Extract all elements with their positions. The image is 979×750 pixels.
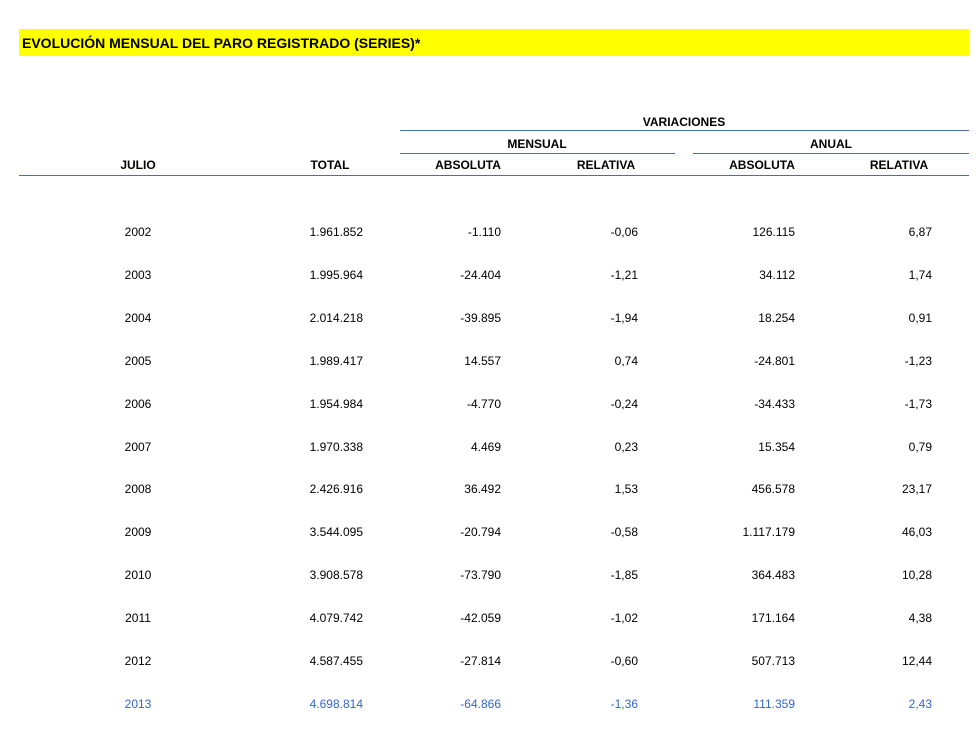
cell-mensual-absoluta: -20.794 xyxy=(460,525,501,539)
cell-anual-absoluta: -24.801 xyxy=(754,354,795,368)
cell-anual-relativa: 23,17 xyxy=(901,482,932,496)
cell-anual-absoluta: 171.164 xyxy=(751,611,795,625)
cell-anual-absoluta: 456.578 xyxy=(751,482,795,496)
cell-anual-relativa: -1,23 xyxy=(904,354,932,368)
cell-mensual-absoluta: -73.790 xyxy=(460,568,501,582)
header-variaciones: VARIACIONES xyxy=(642,115,726,129)
header-total: TOTAL xyxy=(310,158,350,172)
cell-total: 1.995.964 xyxy=(309,268,363,282)
cell-anual-relativa: 0,91 xyxy=(908,311,932,325)
cell-anual-relativa: 12,44 xyxy=(901,654,932,668)
cell-year: 2002 xyxy=(124,225,152,239)
cell-mensual-absoluta: -4.770 xyxy=(466,397,501,411)
cell-total: 1.954.984 xyxy=(309,397,363,411)
cell-year: 2011 xyxy=(125,611,151,625)
cell-year: 2012 xyxy=(124,654,152,668)
header-mensual-relativa: RELATIVA xyxy=(576,158,636,172)
cell-anual-absoluta: 34.112 xyxy=(759,268,795,282)
cell-total: 2.426.916 xyxy=(309,482,363,496)
header-julio: JULIO xyxy=(120,158,156,172)
cell-anual-relativa: 46,03 xyxy=(901,525,932,539)
cell-anual-relativa: -1,73 xyxy=(904,397,932,411)
cell-anual-relativa: 10,28 xyxy=(901,568,932,582)
cell-mensual-relativa: -1,21 xyxy=(610,268,638,282)
cell-mensual-relativa: -0,24 xyxy=(610,397,638,411)
cell-anual-absoluta: 1.117.179 xyxy=(742,525,795,539)
cell-mensual-relativa: 0,74 xyxy=(614,354,638,368)
cell-mensual-relativa: -1,36 xyxy=(610,697,638,711)
cell-year: 2008 xyxy=(124,482,152,496)
cell-total: 3.908.578 xyxy=(309,568,363,582)
cell-year: 2004 xyxy=(124,311,152,325)
cell-year: 2013 xyxy=(124,697,152,711)
cell-mensual-absoluta: 14.557 xyxy=(464,354,501,368)
cell-mensual-absoluta: -39.895 xyxy=(460,311,501,325)
cell-anual-absoluta: 111.359 xyxy=(753,697,795,711)
cell-anual-relativa: 2,43 xyxy=(908,697,932,711)
cell-total: 3.544.095 xyxy=(309,525,363,539)
header-mensual-absoluta: ABSOLUTA xyxy=(435,158,501,172)
rule-mensual xyxy=(400,153,675,154)
rule-variaciones xyxy=(400,130,969,131)
cell-mensual-absoluta: -64.866 xyxy=(460,697,501,711)
cell-year: 2007 xyxy=(124,440,152,454)
cell-mensual-relativa: -0,06 xyxy=(610,225,638,239)
cell-mensual-relativa: 1,53 xyxy=(614,482,638,496)
cell-total: 1.970.338 xyxy=(309,440,363,454)
cell-year: 2003 xyxy=(124,268,152,282)
rule-header-bottom xyxy=(19,175,969,176)
cell-anual-relativa: 1,74 xyxy=(908,268,932,282)
cell-mensual-absoluta: -42.059 xyxy=(460,611,501,625)
cell-year: 2010 xyxy=(124,568,152,582)
header-anual-relativa: RELATIVA xyxy=(869,158,929,172)
cell-mensual-absoluta: 4.469 xyxy=(470,440,501,454)
cell-year: 2009 xyxy=(124,525,152,539)
header-mensual: MENSUAL xyxy=(507,137,567,151)
cell-mensual-relativa: -0,58 xyxy=(610,525,638,539)
cell-mensual-relativa: -1,85 xyxy=(610,568,638,582)
cell-mensual-relativa: -1,02 xyxy=(610,611,638,625)
cell-mensual-absoluta: 36.492 xyxy=(464,482,501,496)
cell-total: 1.989.417 xyxy=(309,354,363,368)
cell-anual-relativa: 0,79 xyxy=(908,440,932,454)
page-title: EVOLUCIÓN MENSUAL DEL PARO REGISTRADO (SERIES)* xyxy=(22,35,421,51)
cell-anual-absoluta: 364.483 xyxy=(751,568,795,582)
cell-mensual-absoluta: -27.814 xyxy=(460,654,501,668)
cell-mensual-relativa: -1,94 xyxy=(610,311,638,325)
cell-mensual-relativa: -0,60 xyxy=(610,654,638,668)
cell-total: 4.587.455 xyxy=(309,654,363,668)
cell-anual-absoluta: 126.115 xyxy=(752,225,795,239)
header-anual-absoluta: ABSOLUTA xyxy=(729,158,795,172)
cell-anual-relativa: 6,87 xyxy=(908,225,932,239)
cell-mensual-absoluta: -24.404 xyxy=(460,268,501,282)
cell-mensual-absoluta: -1.110 xyxy=(467,225,501,239)
cell-year: 2005 xyxy=(124,354,152,368)
cell-anual-absoluta: 18.254 xyxy=(758,311,795,325)
cell-anual-relativa: 4,38 xyxy=(908,611,932,625)
cell-anual-absoluta: 507.713 xyxy=(751,654,795,668)
header-anual: ANUAL xyxy=(810,137,852,151)
cell-total: 2.014.218 xyxy=(309,311,363,325)
cell-anual-absoluta: -34.433 xyxy=(754,397,795,411)
cell-mensual-relativa: 0,23 xyxy=(614,440,638,454)
cell-year: 2006 xyxy=(124,397,152,411)
cell-total: 1.961.852 xyxy=(309,225,363,239)
cell-total: 4.079.742 xyxy=(309,611,363,625)
title-bar xyxy=(19,29,969,56)
cell-total: 4.698.814 xyxy=(309,697,363,711)
rule-anual xyxy=(693,153,969,154)
cell-anual-absoluta: 15.354 xyxy=(758,440,795,454)
